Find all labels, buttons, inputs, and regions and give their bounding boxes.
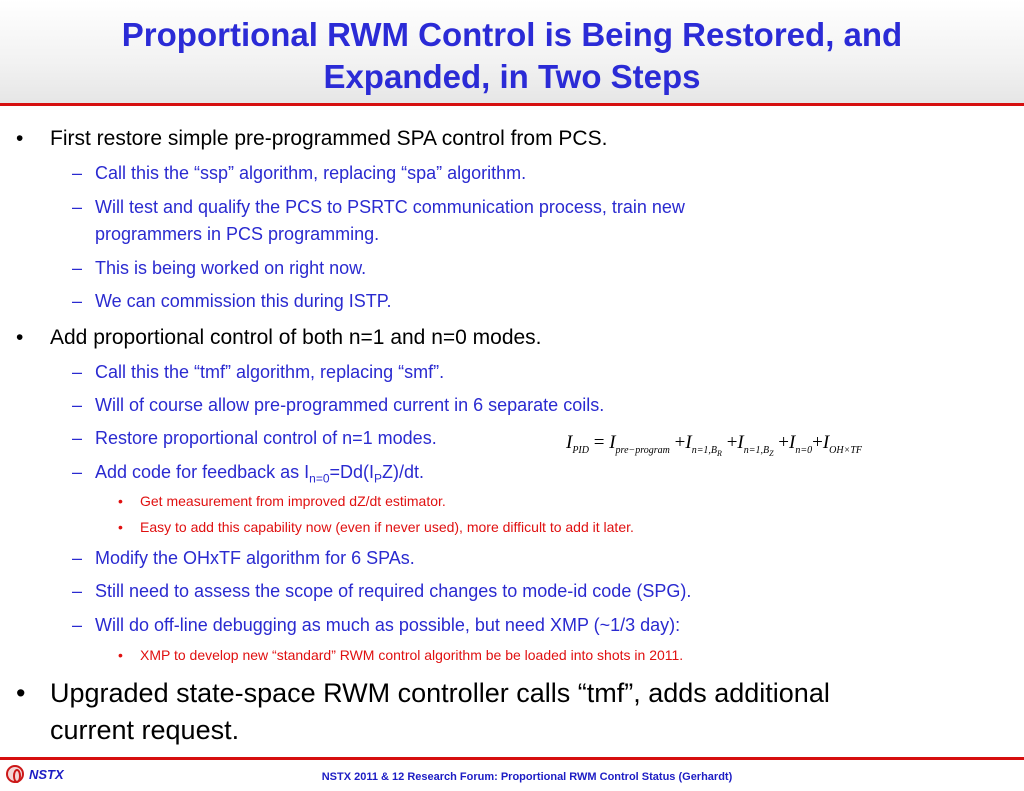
bullet-1-3: – This is being worked on right now. [72, 258, 367, 278]
footer-divider [0, 757, 1024, 760]
bullet-2-7-1: • XMP to develop new “standard” RWM control algorithm be be loaded into shots in 2011. [118, 647, 684, 663]
bullet-2-4-2: • Easy to add this capability now (even if never used), more difficult to add it later. [118, 519, 634, 535]
title-divider [0, 103, 1024, 106]
pid-current-equation: $I_{PID} = I_{pre-program} +I_{n=1,B_R} +I_{n=1,B_Z} +I_{n=0}+I_{OH\times TF}$ [566, 432, 863, 458]
bullet-2-4: – Add code for feedback as $I_{n=0}=Dd(I_PZ)/dt$. [72, 462, 425, 486]
title-line-1: Proportional RWM Control is Being Restored, and [121, 16, 903, 53]
bullet-2: • Add proportional control of both n=1 and n=0 modes. [16, 326, 542, 349]
bullet-1-1: – Call this the “ssp” algorithm, replacing “spa” algorithm. [72, 163, 527, 183]
bullet-1-2: – Will test and qualify the PCS to PSRTC communication process, train new programmers in PCS programming. [72, 197, 685, 244]
bullet-3: • Upgraded state-space RWM controller calls “tmf”, adds additional current request. [16, 678, 830, 745]
slide-title [0, 14, 1024, 98]
bullet-2-6: – Still need to assess the scope of required changes to mode-id code (SPG). [72, 581, 692, 601]
bullet-1-4: – We can commission this during ISTP. [72, 291, 392, 311]
bullet-2-4-1: • Get measurement from improved dZ/dt estimator. [118, 493, 446, 509]
bullet-2-7: – Will do off-line debugging as much as possible, but need XMP (~1/3 day): [72, 615, 681, 635]
bullet-2-3: – Restore proportional control of n=1 modes. [72, 428, 437, 448]
nstx-logo-text: NSTX [29, 766, 64, 782]
footer-caption: NSTX 2011 & 12 Research Forum: Proportional RWM Control Status (Gerhardt) [321, 771, 733, 783]
bullet-1: • First restore simple pre-programmed SPA control from PCS. [16, 127, 608, 150]
bullet-2-2: – Will of course allow pre-programmed current in 6 separate coils. [72, 395, 605, 415]
title-line-2: Expanded, in Two Steps [323, 58, 701, 95]
title-bar [0, 0, 1024, 103]
bullet-2-5: – Modify the OHxTF algorithm for 6 SPAs. [72, 548, 415, 568]
bullet-2-1: – Call this the “tmf” algorithm, replacing “smf”. [72, 362, 445, 382]
